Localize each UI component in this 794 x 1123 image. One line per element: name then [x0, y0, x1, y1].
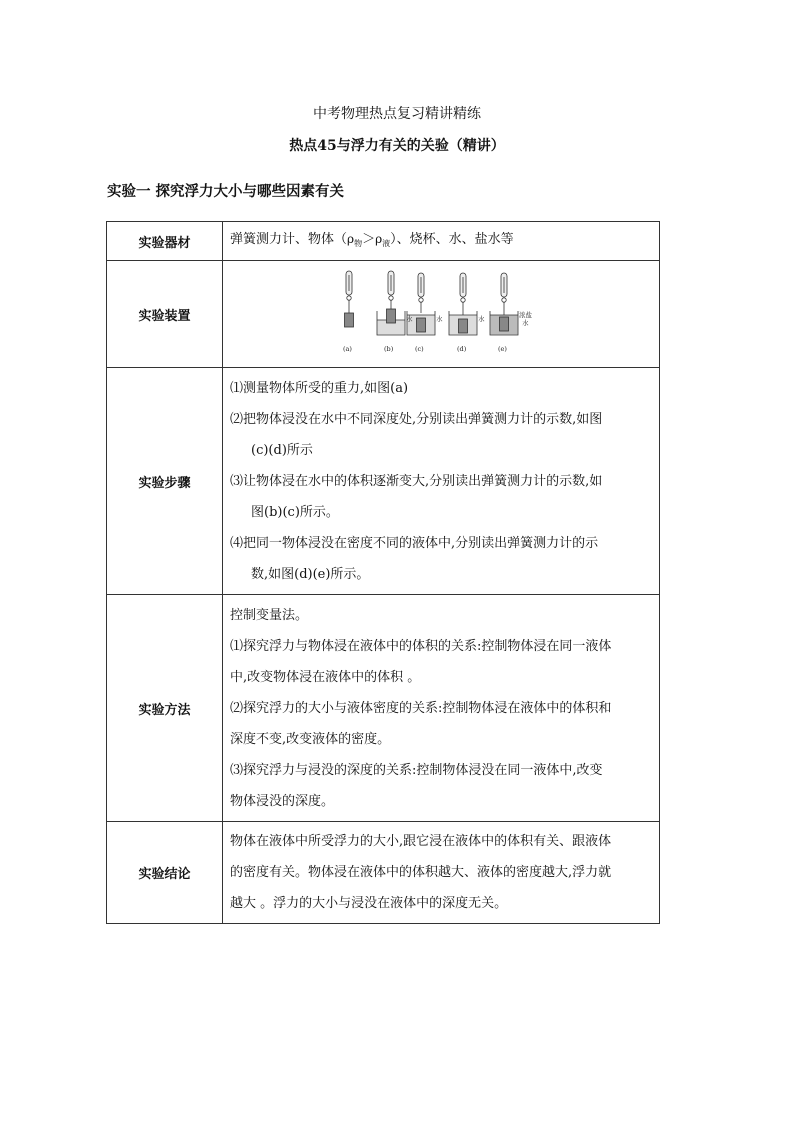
figure-label-e: (e) [498, 345, 507, 353]
steps-content [223, 368, 660, 595]
rho-symbol-2: ρ [375, 231, 383, 246]
liquid-label-b: 水 [406, 315, 413, 323]
row-label-steps: 实验步骤 [107, 368, 223, 595]
step-3-cont: 图(b)(c)所示。 [251, 504, 339, 520]
figure-label-b: (b) [384, 345, 394, 353]
greater-than-sign: ＞ [362, 231, 376, 247]
rho-symbol-1: ρ [347, 231, 355, 246]
table-row-apparatus [107, 261, 660, 368]
equipment-text-after: ）、烧杯、水、盐水等 [390, 231, 514, 247]
doc-subtitle: 热点45与浮力有关的关验（精讲） [289, 138, 505, 154]
table-row-equipment [107, 222, 660, 261]
apparatus-figure-cell [223, 261, 660, 368]
liquid-label-e1: 浓盐 [519, 311, 532, 319]
spring-scale-beaker-diagram-icon [341, 267, 541, 357]
row-label-equipment: 实验器材 [107, 222, 223, 261]
method-line: 中,改变物体浸在液体中的体积 。 [230, 669, 421, 685]
step-2-cont: (c)(d)所示 [251, 442, 313, 458]
conclusion-line: 的密度有关。物体浸在液体中的体积越大、液体的密度越大,浮力就 [230, 865, 612, 880]
method-line: ⑶探究浮力与浸没的深度的关系:控制物体浸没在同一液体中,改变 [230, 762, 603, 778]
figure-label-c: (c) [415, 345, 424, 353]
liquid-label-d: 水 [478, 315, 485, 323]
figure-label-a: (a) [343, 345, 352, 353]
method-line: 物体浸没的深度。 [230, 793, 335, 809]
row-label-apparatus: 实验装置 [107, 261, 223, 368]
row-label-conclusion: 实验结论 [107, 822, 223, 924]
step-4-cont: 数,如图(d)(e)所示。 [251, 566, 370, 582]
conclusion-line: 物体在液体中所受浮力的大小,跟它浸在液体中的体积有关、跟液体 [230, 834, 612, 849]
step-4: ⑷把同一物体浸没在密度不同的液体中,分别读出弹簧测力计的示 [230, 535, 599, 551]
step-1: ⑴测量物体所受的重力,如图(a) [230, 380, 409, 396]
row-label-method: 实验方法 [107, 595, 223, 822]
table-row-conclusion [107, 822, 660, 924]
subscript-object: 物 [354, 238, 363, 248]
equipment-text [223, 222, 660, 261]
method-line: 控制变量法。 [230, 607, 309, 623]
table-row-steps [107, 368, 660, 595]
section-heading: 实验一 探究浮力大小与哪些因素有关 [107, 183, 345, 200]
method-content [223, 595, 660, 822]
conclusion-content [223, 822, 660, 924]
figure-label-d: (d) [457, 345, 467, 353]
liquid-label-c: 水 [436, 315, 443, 323]
doc-title: 中考物理热点复习精讲精练 [313, 106, 481, 122]
equipment-text-before: 弹簧测力计、物体（ [230, 231, 348, 247]
step-2: ⑵把物体浸没在水中不同深度处,分别读出弹簧测力计的示数,如图 [230, 411, 603, 427]
liquid-label-e2: 水 [522, 319, 529, 327]
method-line: ⑵探究浮力的大小与液体密度的关系:控制物体浸在液体中的体积和 [230, 700, 612, 716]
method-line: 深度不变,改变液体的密度。 [230, 731, 391, 747]
subscript-liquid: 液 [382, 238, 391, 248]
experiment-table [106, 221, 660, 924]
table-row-method [107, 595, 660, 822]
method-line: ⑴探究浮力与物体浸在液体中的体积的关系:控制物体浸在同一液体 [230, 638, 612, 654]
step-3: ⑶让物体浸在水中的体积逐渐变大,分别读出弹簧测力计的示数,如 [230, 473, 603, 489]
conclusion-line: 越大 。浮力的大小与浸没在液体中的深度无关。 [230, 896, 508, 911]
